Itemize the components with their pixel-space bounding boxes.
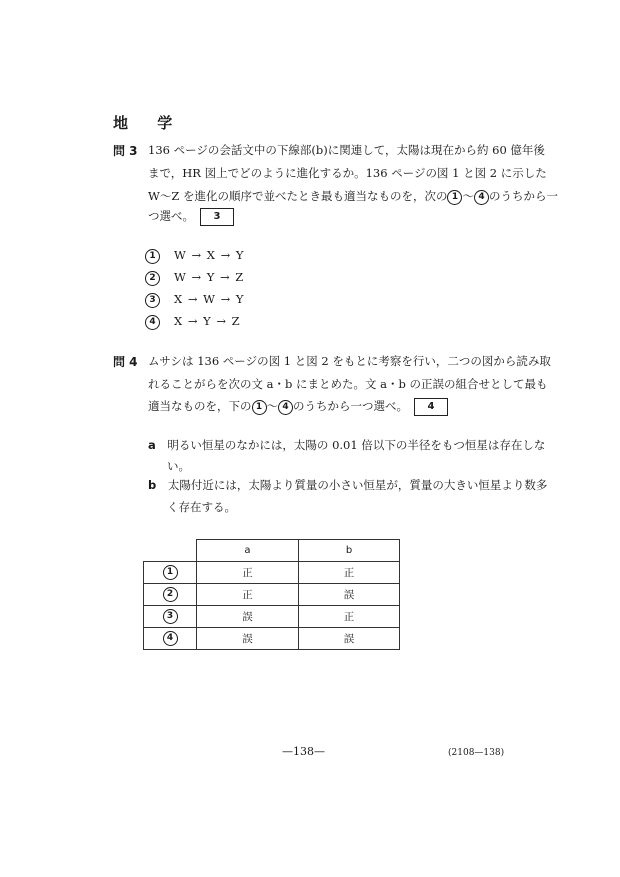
option-sequence: X → W → Y bbox=[174, 292, 245, 306]
option-number: 3 bbox=[145, 293, 160, 308]
q4-answer-box[interactable]: 4 bbox=[414, 398, 448, 416]
table-row[interactable] bbox=[144, 584, 400, 606]
table-header-a: a bbox=[197, 540, 299, 562]
table-row-number bbox=[144, 606, 197, 628]
q4-range-start: 1 bbox=[252, 400, 267, 415]
q3-range-end: 4 bbox=[474, 190, 489, 205]
truth-table bbox=[143, 539, 400, 650]
q4-range-tilde: ～ bbox=[266, 399, 278, 413]
table-cell-b: 誤 bbox=[299, 584, 400, 606]
table-row-number bbox=[144, 584, 197, 606]
q3-option-1[interactable] bbox=[145, 248, 245, 264]
q3-line-4-text: つ選べ。 bbox=[148, 209, 194, 223]
q3-line-1: 136 ページの会話文中の下線部(b)に関連して，太陽は現在から約 60 億年後 bbox=[148, 143, 545, 157]
q3-line-4 bbox=[148, 208, 234, 226]
option-number: 4 bbox=[145, 315, 160, 330]
q3-option-2[interactable] bbox=[145, 270, 244, 286]
statement-a bbox=[148, 437, 545, 453]
table-cell-a: 正 bbox=[197, 584, 299, 606]
table-cell-a: 誤 bbox=[197, 628, 299, 650]
statement-b-cont: く存在する。 bbox=[167, 500, 236, 514]
option-number: 1 bbox=[145, 249, 160, 264]
table-header-row bbox=[144, 540, 400, 562]
q3-line-3-text: W～Z を進化の順序で並べたとき最も適当なものを，次の bbox=[148, 189, 448, 203]
q4-line-3-tail: のうちから一つ選べ。 bbox=[293, 399, 408, 413]
table-cell-b: 正 bbox=[299, 606, 400, 628]
q3-label: 問 3 bbox=[113, 144, 138, 158]
page-code: (2108—138) bbox=[448, 748, 505, 758]
row-number: 3 bbox=[163, 609, 178, 624]
table-cell-a: 誤 bbox=[197, 606, 299, 628]
table-row-number bbox=[144, 562, 197, 584]
q4-line-2: れることがらを次の文 a・b にまとめた。文 a・b の正誤の組合せとして最も bbox=[148, 377, 548, 391]
table-cell-a: 正 bbox=[197, 562, 299, 584]
statement-text: 明るい恒星のなかには，太陽の 0.01 倍以下の半径をもつ恒星は存在しな bbox=[167, 438, 546, 452]
table-cell-b: 誤 bbox=[299, 628, 400, 650]
q4-line-1: ムサシは 136 ページの図 1 と図 2 をもとに考察を行い，二つの図から読み取 bbox=[148, 354, 551, 368]
q3-answer-box[interactable]: 3 bbox=[200, 208, 234, 226]
q3-line-3-tail: のうちから一 bbox=[488, 189, 558, 203]
q4-line-3 bbox=[148, 398, 448, 416]
subject-title: 地 学 bbox=[113, 114, 185, 132]
table-row-number bbox=[144, 628, 197, 650]
table-row[interactable] bbox=[144, 628, 400, 650]
table-cell-b: 正 bbox=[299, 562, 400, 584]
q3-option-4[interactable] bbox=[145, 314, 241, 330]
page-number: —138— bbox=[282, 745, 325, 758]
q3-range-tilde: ～ bbox=[462, 189, 474, 203]
table-row[interactable] bbox=[144, 562, 400, 584]
option-sequence: W → Y → Z bbox=[174, 270, 245, 284]
statement-label: b bbox=[148, 478, 157, 492]
table-header-b: b bbox=[299, 540, 400, 562]
row-number: 4 bbox=[163, 631, 178, 646]
q4-range-end: 4 bbox=[278, 400, 293, 415]
statement-b bbox=[148, 477, 547, 493]
q3-option-3[interactable] bbox=[145, 292, 245, 308]
option-sequence: W → X → Y bbox=[174, 248, 245, 262]
row-number: 2 bbox=[163, 587, 178, 602]
statement-text: 太陽付近には，太陽より質量の小さい恒星が，質量の大きい恒星より数多 bbox=[167, 478, 548, 492]
table-row[interactable] bbox=[144, 606, 400, 628]
q3-line-2: まで，HR 図上でどのように進化するか。136 ページの図 1 と図 2 に示した bbox=[148, 166, 547, 180]
q4-label: 問 4 bbox=[113, 355, 138, 369]
table-corner-cell bbox=[144, 540, 197, 562]
q3-range-start: 1 bbox=[447, 190, 462, 205]
q3-line-3 bbox=[148, 188, 558, 205]
q4-line-3-text: 適当なものを，下の bbox=[148, 399, 252, 413]
option-sequence: X → Y → Z bbox=[174, 314, 241, 328]
option-number: 2 bbox=[145, 271, 160, 286]
statement-a-cont: い。 bbox=[167, 459, 190, 473]
statement-label: a bbox=[148, 438, 156, 452]
row-number: 1 bbox=[163, 565, 178, 580]
